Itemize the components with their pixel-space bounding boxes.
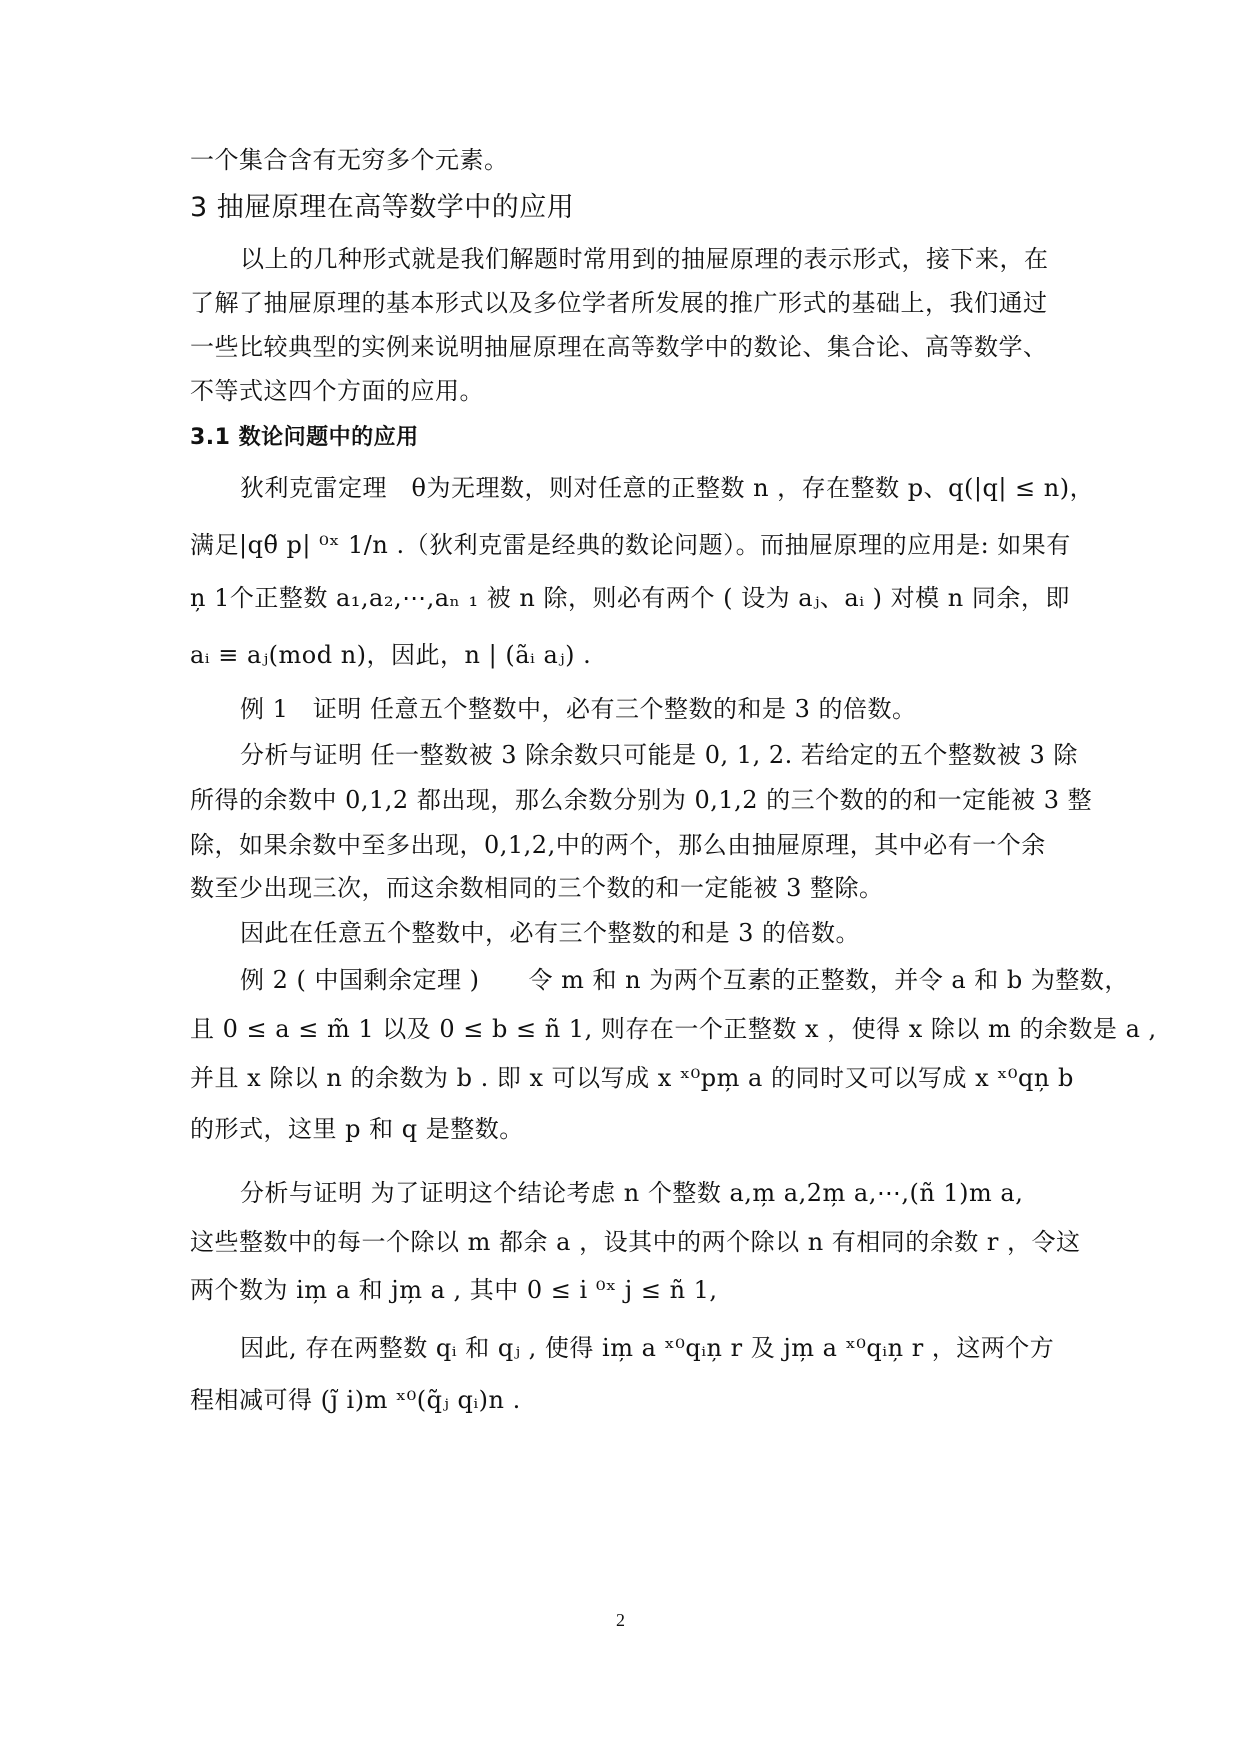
- math-line: 程相减可得 (j̃ i)m ˣ⁰(q̃ⱼ qᵢ)n .: [190, 1386, 521, 1414]
- paragraph-line: 了解了抽屉原理的基本形式以及多位学者所发展的推广形式的基础上，我们通过: [190, 289, 1048, 317]
- subsection-heading: 3.1 数论问题中的应用: [190, 425, 419, 450]
- page-number: 2: [616, 1610, 625, 1630]
- paragraph-line: 因此在任意五个整数中，必有三个整数的和是 3 的倍数。: [240, 919, 861, 947]
- paragraph-line: 分析与证明 为了证明这个结论考虑 n 个整数 a,m̦ a,2m̦ a,⋯,(ñ 1)m a,: [240, 1179, 1024, 1207]
- math-line: 两个数为 im̦ a 和 jm̦ a , 其中 0 ≤ i ⁰ˣ j ≤ ñ 1,: [190, 1276, 718, 1304]
- text-line: 一个集合含有无穷多个元素。: [190, 146, 509, 174]
- example-line: 例 2 ( 中国剩余定理 ) 令 m 和 n 为两个互素的正整数，并令 a 和 b 为整数，: [240, 966, 1129, 994]
- paragraph-line: 满足|qθ̃ p| ⁰ˣ 1/n .（狄利克雷是经典的数论问题）。而抽屉原理的应用是: 如果有: [190, 531, 1071, 559]
- paragraph-line: 所得的余数中 0,1,2 都出现，那么余数分别为 0,1,2 的三个数的的和一定能被 3 整: [190, 786, 1093, 814]
- math-line: 且 0 ≤ a ≤ m̃ 1 以及 0 ≤ b ≤ ñ 1, 则存在一个正整数 x ，使得 x 除以 m 的余数是 a ,: [190, 1015, 1157, 1043]
- paragraph-line: 的形式，这里 p 和 q 是整数。: [190, 1115, 524, 1143]
- paragraph-line: 分析与证明 任一整数被 3 除余数只可能是 0, 1, 2. 若给定的五个整数被 3 除: [240, 741, 1078, 769]
- paragraph-line: 一些比较典型的实例来说明抽屉原理在高等数学中的数论、集合论、高等数学、: [190, 333, 1048, 361]
- paragraph-line: 数至少出现三次，而这余数相同的三个数的和一定能被 3 整除。: [190, 874, 884, 902]
- math-line: 因此, 存在两整数 qᵢ 和 qⱼ , 使得 im̦ a ˣ⁰qᵢn̦ r 及 jm̦ a ˣ⁰qᵢn̦ r ，这两个方: [240, 1334, 1055, 1362]
- paragraph-line: 不等式这四个方面的应用。: [190, 377, 484, 405]
- paragraph-line: 这些整数中的每一个除以 m 都余 a ，设其中的两个除以 n 有相同的余数 r ，令这: [190, 1228, 1081, 1256]
- math-line: aᵢ ≡ aⱼ(mod n)，因此，n | (ãᵢ aⱼ) .: [190, 641, 592, 669]
- paragraph-line: n̦ 1个正整数 a₁,a₂,⋯,aₙ ₁ 被 n 除，则必有两个 ( 设为 aⱼ、aᵢ ) 对模 n 同余，即: [190, 584, 1070, 612]
- paragraph-line: 除，如果余数中至多出现，0,1,2,中的两个，那么由抽屉原理，其中必有一个余: [190, 831, 1046, 859]
- paragraph-line: 以上的几种形式就是我们解题时常用到的抽屉原理的表示形式，接下来，在: [240, 245, 1049, 273]
- example-line: 例 1 证明 任意五个整数中，必有三个整数的和是 3 的倍数。: [240, 695, 917, 723]
- math-line: 并且 x 除以 n 的余数为 b . 即 x 可以写成 x ˣ⁰pm̦ a 的同时又可以写成 x ˣ⁰qn̦ b: [190, 1064, 1074, 1092]
- section-heading: 3 抽屉原理在高等数学中的应用: [190, 192, 575, 223]
- theorem-line: 狄利克雷定理 θ为无理数，则对任意的正整数 n ，存在整数 p、q(|q| ≤ n)，: [240, 474, 1095, 502]
